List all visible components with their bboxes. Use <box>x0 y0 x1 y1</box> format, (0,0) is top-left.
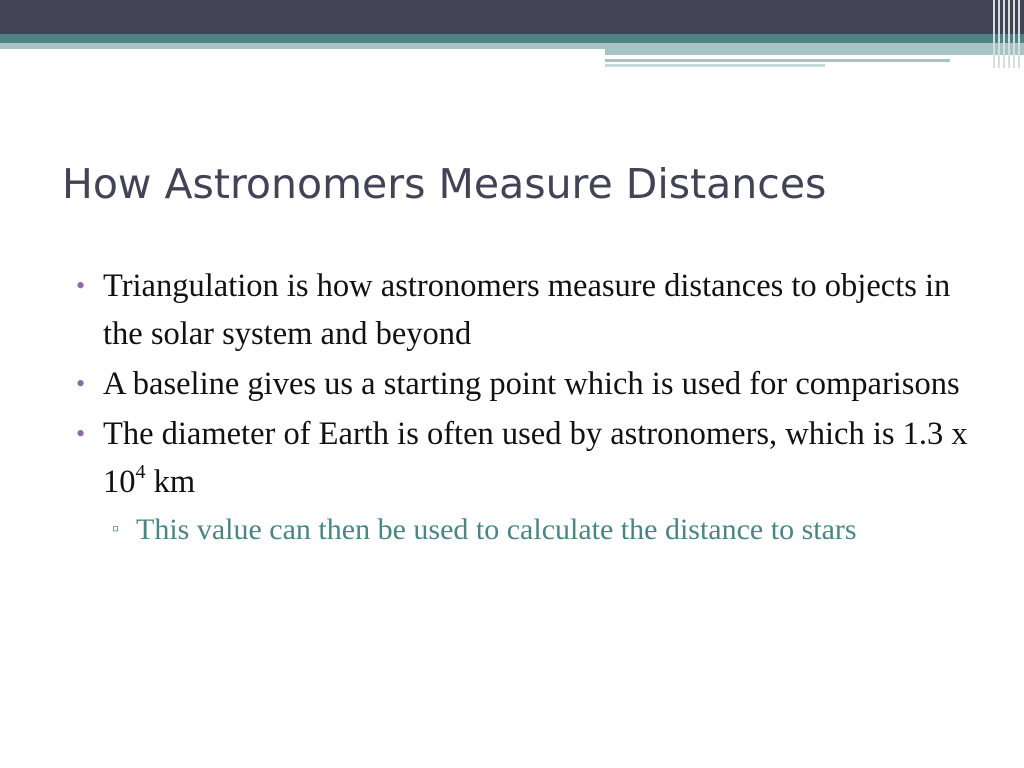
header-thin-line <box>605 59 950 62</box>
header-light-band-right <box>605 43 1024 55</box>
header-teal-band <box>0 34 1024 43</box>
bullet-text-before: The diameter of Earth is often used by astronomers, which is 1.3 x 10 <box>103 416 968 500</box>
sub-bullet-item <box>112 508 976 551</box>
sub-bullet-text: This value can then be used to calculate the distance to stars <box>136 513 857 546</box>
exponent: 4 <box>135 461 146 484</box>
bullet-item <box>76 262 976 358</box>
square-bullet-icon: ▫ <box>112 518 120 540</box>
bullet-text <box>103 416 968 500</box>
slide-title: How Astronomers Measure Distances <box>62 160 827 208</box>
bullet-text: A baseline gives us a starting point which is used for comparisons <box>103 366 960 402</box>
bullet-icon: • <box>76 419 86 448</box>
bullet-icon: • <box>76 271 86 300</box>
header-thin-line-2 <box>605 64 825 67</box>
bullet-item <box>76 360 976 408</box>
bullet-icon: • <box>76 369 86 398</box>
header-light-band <box>0 43 605 49</box>
bullet-text: Triangulation is how astronomers measure distances to objects in the solar system and beyond <box>103 268 951 352</box>
bullet-text-after: km <box>145 464 196 500</box>
bullet-item <box>76 410 976 506</box>
header-dark-band <box>0 0 1024 34</box>
header-stripes <box>991 0 1024 68</box>
header-decoration <box>0 0 1024 72</box>
slide-body <box>76 262 976 551</box>
